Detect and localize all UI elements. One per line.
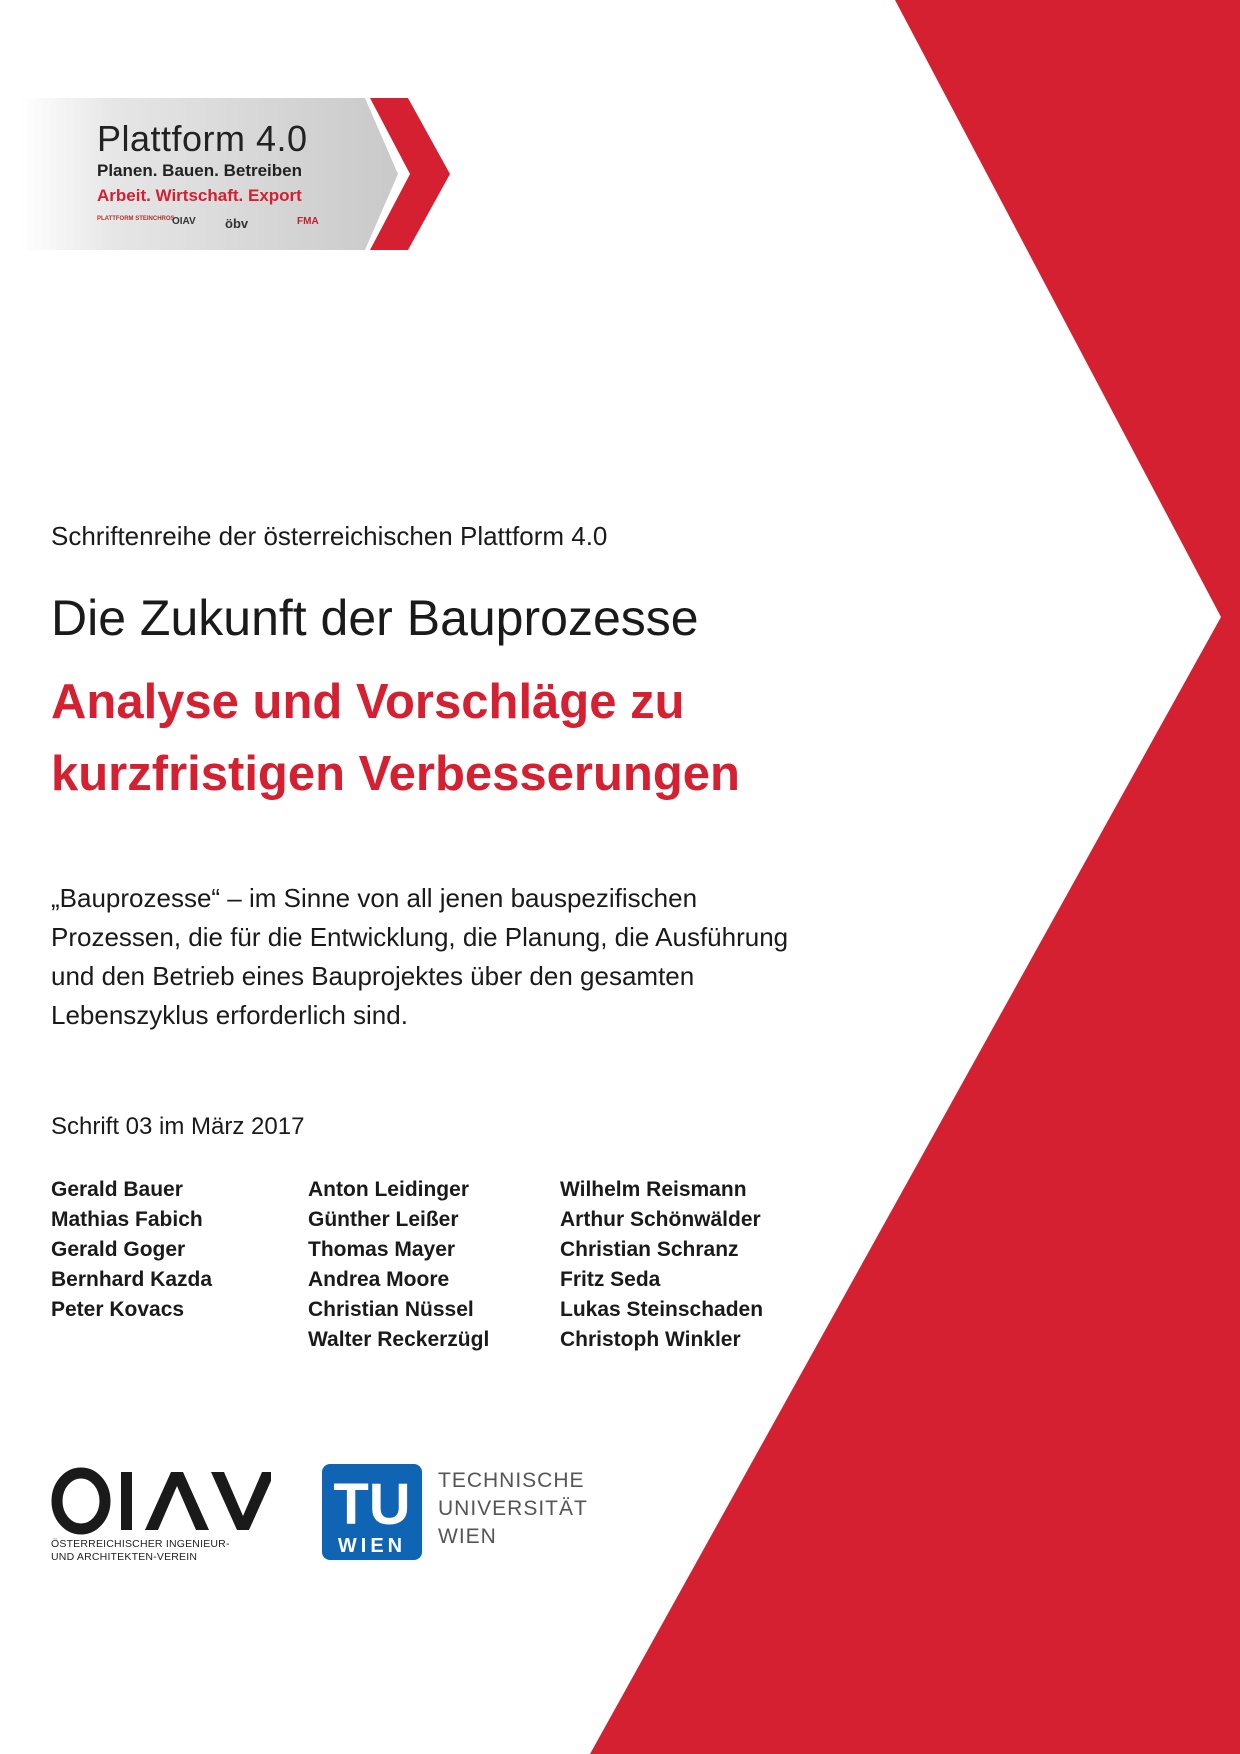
mini-logo-oiav: OIAV: [172, 216, 196, 227]
author-name: Anton Leidinger: [308, 1178, 469, 1201]
author-name: Christian Nüssel: [308, 1298, 474, 1321]
subtitle-line-1: Analyse und Vorschläge zu: [51, 675, 685, 729]
tu-mark-top: TU: [333, 1472, 411, 1537]
author-name: Thomas Mayer: [308, 1238, 456, 1261]
platform-badge: [20, 98, 460, 250]
author-name: Peter Kovacs: [51, 1298, 185, 1321]
author-name: Christoph Winkler: [560, 1328, 741, 1351]
authors-column-2: [308, 1175, 489, 1355]
oiav-subtitle-line-1: ÖSTERREICHISCHER INGENIEUR-: [51, 1538, 230, 1550]
subtitle-line-2: kurzfristigen Verbesserungen: [51, 747, 740, 801]
oiav-subtitle-line-2: UND ARCHITEKTEN-VEREIN: [51, 1551, 198, 1563]
tu-wordmark-line-3: WIEN: [438, 1525, 497, 1548]
badge-partner-logos: [97, 216, 357, 234]
description-line-1: „Bauprozesse“ – im Sinne von all jenen bauspezifischen: [51, 883, 698, 913]
description-line-3: und den Betrieb eines Bauprojektes über den gesamten: [51, 961, 695, 991]
description-line-2: Prozessen, die für die Entwicklung, die Planung, die Ausführung: [51, 922, 789, 952]
author-name: Arthur Schönwälder: [560, 1208, 761, 1231]
tu-wien-logo: [322, 1464, 622, 1564]
tu-wordmark: [438, 1467, 588, 1551]
author-name: Lukas Steinschaden: [560, 1298, 764, 1321]
publication-info: Schrift 03 im März 2017: [51, 1113, 305, 1140]
oiav-subtitle: [51, 1538, 230, 1564]
author-name: Christian Schranz: [560, 1238, 739, 1261]
mini-logo-fma: FMA: [297, 216, 319, 227]
document-subtitle: [51, 666, 740, 810]
author-name: Andrea Moore: [308, 1268, 450, 1291]
author-name: Mathias Fabich: [51, 1208, 203, 1231]
badge-subtitle-1: Planen. Bauen. Betreiben: [97, 161, 302, 180]
description: [51, 879, 951, 1035]
badge-title: Plattform 4.0: [97, 118, 308, 159]
author-name: Wilhelm Reismann: [560, 1178, 747, 1201]
oiav-wordmark-graphic: [51, 1466, 271, 1536]
tu-mark-bottom: WIEN: [337, 1535, 407, 1557]
author-name: Walter Reckerzügl: [308, 1328, 490, 1351]
author-name: Günther Leißer: [308, 1208, 459, 1231]
badge-subtitle-2: Arbeit. Wirtschaft. Export: [97, 186, 302, 205]
author-name: Fritz Seda: [560, 1268, 661, 1291]
description-line-4: Lebenszyklus erforderlich sind.: [51, 1000, 408, 1030]
author-name: Gerald Goger: [51, 1238, 186, 1261]
authors-column-3: [560, 1175, 763, 1355]
author-name: Gerald Bauer: [51, 1178, 183, 1201]
author-name: Bernhard Kazda: [51, 1268, 213, 1291]
mini-logo-obv: öbv: [225, 216, 249, 231]
tu-mark-graphic: [322, 1464, 422, 1560]
oiav-logo: [51, 1466, 271, 1566]
authors-column-1: [51, 1175, 212, 1325]
mini-logo-plattform: PLATTFORM STEINCHROS: [97, 216, 175, 222]
tu-wordmark-line-2: UNIVERSITÄT: [438, 1497, 588, 1520]
series-label: Schriftenreihe der österreichischen Plattform 4.0: [51, 521, 608, 551]
tu-wordmark-line-1: TECHNISCHE: [438, 1469, 585, 1492]
document-title: Die Zukunft der Bauprozesse: [51, 590, 699, 646]
